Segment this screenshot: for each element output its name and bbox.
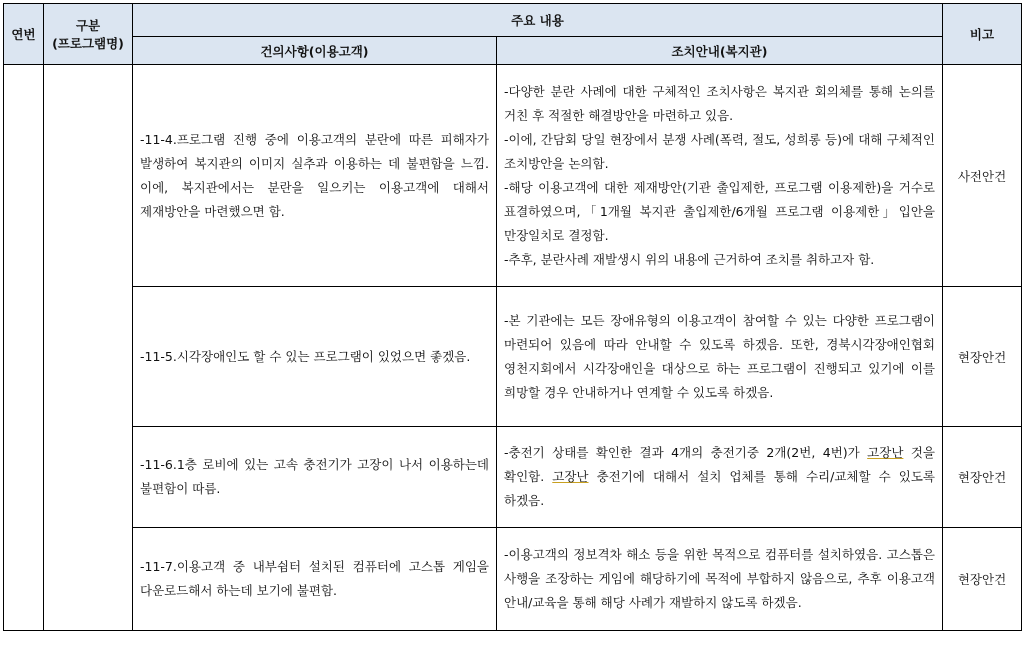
header-category: [44, 4, 133, 65]
action-paragraph: -본 기관에는 모든 장애유형의 이용고객이 참여할 수 있는 다양한 프로그램이 마련되어 있음에 따라 안내할 수 있도록 하겠음. 또한, 경북시각장애인협회 영천지회에서 시각장애인을 대상으로 하는 프로그램이 진행되고 있기에 이를 희망할 경우 안내하거나 연계할 수 있도록 하겠음.: [504, 312, 935, 400]
action-paragraph: -이용고객의 정보격차 해소 등을 위한 목적으로 컴퓨터를 설치하였음. 고스톱은 사행을 조장하는 게임에 해당하기에 목적에 부합하지 않음으로, 추후 이용고객 안내/교육을 통해 해당 사례가 재발하지 않도록 하겠음.: [504, 547, 935, 610]
table-row: [4, 427, 1022, 528]
header-main-content: 주요 내용: [133, 4, 943, 37]
table-row: [4, 528, 1022, 631]
header-category-line1: 구분: [75, 18, 101, 33]
suggestion-cell: -11-4.프로그램 진행 중에 이용고객의 분란에 따른 피해자가 발생하여 복지관의 이미지 실추과 이용하는 데 불편함을 느낌. 이에, 복지관에서는 분란을 일으키는 이용고객에 대해서 제재방안을 마련했으면 함.: [133, 65, 497, 287]
action-paragraph: -해당 이용고객에 대한 제재방안(기관 출입제한, 프로그램 이용제한)을 거수로 표결하였으며,「1개월 복지관 출입제한/6개월 프로그램 이용제한」입안을 만장일치로 결정함.: [504, 179, 935, 243]
action-paragraph: -이에, 간담회 당일 현장에서 분쟁 사례(폭력, 절도, 성희롱 등)에 대해 구체적인 조치방안을 논의함.: [504, 131, 935, 171]
spellcheck-underlined-word: 고장난: [552, 469, 589, 484]
action-cell: [497, 287, 943, 427]
action-text: 것을 확인함.: [504, 445, 935, 484]
action-cell: [497, 65, 943, 287]
action-paragraph: -다양한 분란 사례에 대한 구체적인 조치사항은 복지관 회의체를 통해 논의를 거친 후 적절한 해결방안을 마련하고 있음.: [504, 83, 935, 123]
action-paragraph: [504, 441, 935, 513]
category-cell: [44, 65, 133, 631]
table-row: [4, 65, 1022, 287]
note-cell: 사전안건: [943, 65, 1022, 287]
note-cell: 현장안건: [943, 427, 1022, 528]
action-paragraph: -추후, 분란사례 재발생시 위의 내용에 근거하여 조치를 취하고자 함.: [504, 251, 875, 267]
year-cell: [4, 65, 44, 631]
header-note: 비고: [943, 4, 1022, 65]
spellcheck-underlined-word: 고장난: [867, 445, 904, 460]
suggestion-cell: -11-5.시각장애인도 할 수 있는 프로그램이 있었으면 좋겠음.: [133, 287, 497, 427]
action-cell: [497, 427, 943, 528]
header-action: 조치안내(복지관): [497, 37, 943, 65]
action-text: 충전기에 대해서 설치 업체를 통해 수리/교체할 수 있도록 하겠음.: [504, 469, 935, 508]
note-cell: 현장안건: [943, 287, 1022, 427]
header-category-line2: (프로그램명): [52, 36, 124, 51]
action-text: -충전기 상태를 확인한 결과 4개의 충전기중 2개(2번, 4번)가: [504, 445, 868, 460]
suggestion-cell: -11-6.1층 로비에 있는 고속 충전기가 고장이 나서 이용하는데 불편함이 따름.: [133, 427, 497, 528]
header-suggestion: 건의사항(이용고객): [133, 37, 497, 65]
note-cell: 현장안건: [943, 528, 1022, 631]
suggestion-cell: -11-7.이용고객 중 내부쉼터 설치된 컴퓨터에 고스톱 게임을 다운로드해서 하는데 보기에 불편함.: [133, 528, 497, 631]
minutes-table: [3, 3, 1022, 631]
header-year: 연번: [4, 4, 44, 65]
action-cell: [497, 528, 943, 631]
table-row: [4, 287, 1022, 427]
